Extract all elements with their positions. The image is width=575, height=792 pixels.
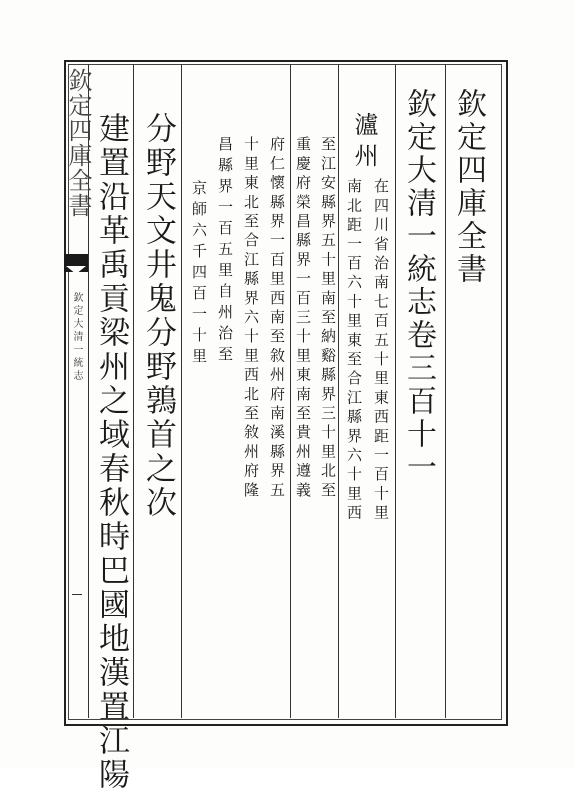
- section-jianzhi: 建置沿革禹貢梁州之域春秋時巴國地漢置江陽: [93, 112, 129, 792]
- column-rule: [395, 64, 396, 718]
- column-rule: [181, 64, 182, 718]
- text-line: 至江安縣界五十里南至納谿縣界三十里北至: [319, 136, 337, 501]
- column-rule: [290, 64, 291, 718]
- spine-volume-title: 欽定大清一統志: [71, 292, 82, 383]
- text-line: 昌縣界一百五里自州治至: [216, 136, 234, 367]
- text-line: 十里東北至合江縣界六十里西北至敘州府隆: [242, 136, 260, 501]
- chapter-title: 欽定大清一統志卷三百十一: [401, 88, 436, 484]
- column-rule: [133, 64, 134, 718]
- text-line: 重慶府榮昌縣界一百三十里東南至貴州遵義: [294, 136, 312, 501]
- spine-header: 欽定四庫全書: [64, 68, 92, 218]
- text-line: 京師六千四百一十里: [190, 180, 208, 369]
- column-rule: [338, 64, 339, 718]
- fishtail-mark: [64, 254, 88, 272]
- spine-tick: [72, 594, 82, 595]
- place-name: 瀘州: [350, 112, 378, 174]
- text-line: 在四川省治南七百五十里東西距一百十里: [372, 178, 390, 524]
- column-rule: [445, 64, 446, 718]
- text-line: 府仁懷縣界一百里西南至敘州府南溪縣界五: [268, 136, 286, 501]
- collection-title: 欽定四庫全書: [451, 88, 486, 286]
- text-line: 南北距一百六十里東至合江縣界六十里西: [345, 178, 363, 524]
- section-fenye: 分野天文井鬼分野鶉首之次: [140, 112, 176, 520]
